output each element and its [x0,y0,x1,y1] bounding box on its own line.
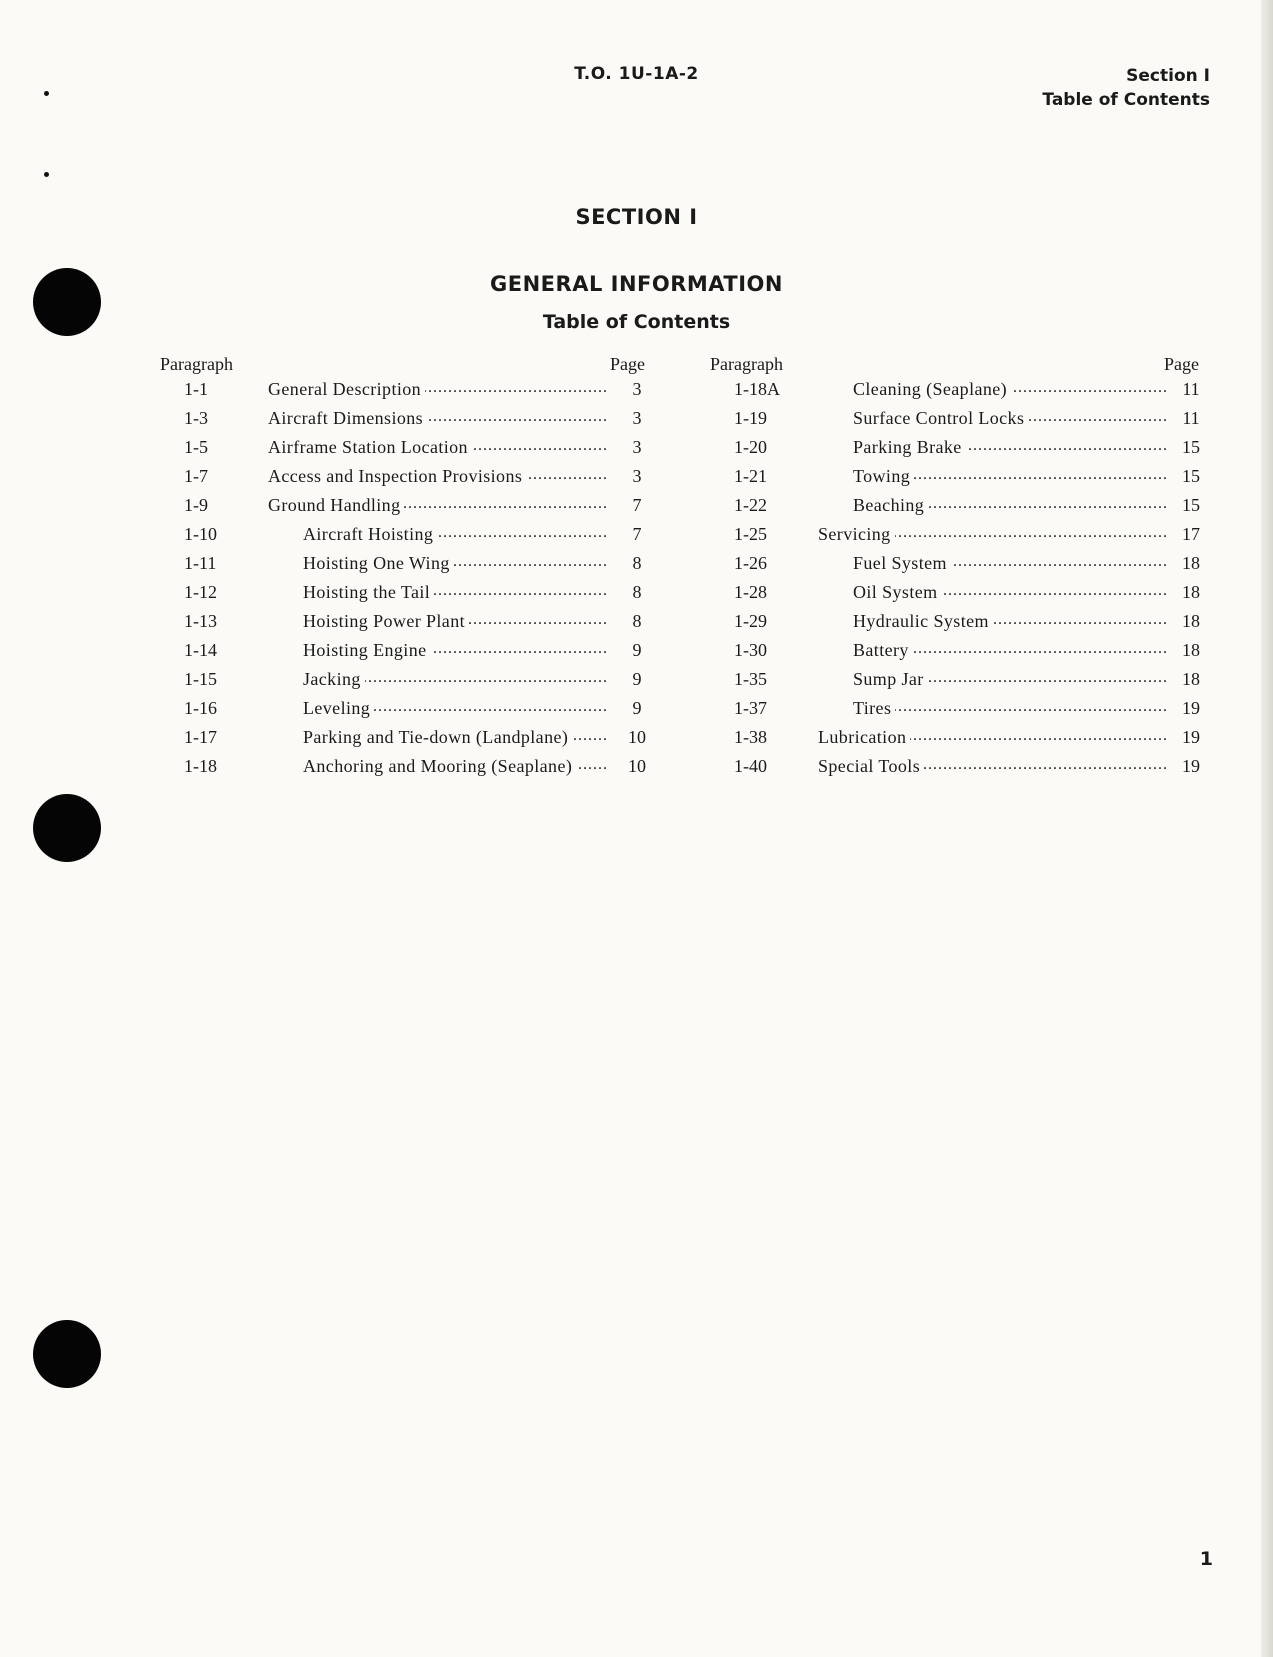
toc-entry-number: 1-29 [734,611,767,631]
toc-entry-number: 1-18A [734,379,780,399]
toc-entry-title [303,640,608,661]
toc-entry [160,698,660,727]
toc-entry-title [853,466,1168,487]
toc-entry-page: 9 [632,698,642,718]
toc-entry-title [268,408,608,429]
toc-entry-title-text: Airframe Station Location [268,437,472,457]
toc-entry [160,437,660,466]
document-number: T.O. 1U-1A-2 [574,64,699,84]
toc-entry-number: 1-16 [184,698,217,718]
toc-entry-title [818,727,1168,748]
toc-entry-page: 15 [1182,466,1200,486]
toc-entry-page: 7 [632,524,642,544]
toc-entry [710,756,1210,785]
toc-entry-number: 1-12 [184,582,217,602]
toc-entry-title-text: Sump Jar [853,669,928,689]
toc-entry-number: 1-17 [184,727,217,747]
toc-entry-page: 18 [1182,553,1200,573]
toc-entry-title [853,698,1168,719]
running-header [1042,64,1210,112]
toc-entry [710,408,1210,437]
page-column-label: Page [1164,354,1199,374]
toc-entry-title [303,727,608,748]
toc-entry-number: 1-40 [734,756,767,776]
paragraph-column-label: Paragraph [710,354,783,374]
toc-entry [160,669,660,698]
toc-entry-page: 3 [632,437,642,457]
toc-entry-title-text: Cleaning (Seaplane) [853,379,1011,399]
toc-entry-title-text: Parking and Tie-down (Landplane) [303,727,572,747]
toc-entry [160,582,660,611]
toc-entry-page: 3 [632,408,642,428]
toc-entry-title [303,611,608,632]
scan-speck [44,172,49,177]
toc-entry [710,669,1210,698]
toc-entry-title [818,524,1168,545]
toc-entry-title-text: Access and Inspection Provisions [268,466,526,486]
toc-entry [160,640,660,669]
paragraph-column-label: Paragraph [160,354,233,374]
toc-entry-page: 10 [628,727,646,747]
toc-column-header [710,354,1210,379]
toc-entry-title-text: Hoisting Engine [303,640,431,660]
toc-entry-number: 1-37 [734,698,767,718]
toc-column-right [710,354,1210,785]
toc-entry [710,582,1210,611]
toc-entry [710,524,1210,553]
toc-entry-title-text: Anchoring and Mooring (Seaplane) [303,756,576,776]
toc-list-right [710,379,1210,785]
toc-entry-title-text: Oil System [853,582,942,602]
section-title: SECTION I [575,205,698,229]
toc-entry [160,611,660,640]
toc-entry-number: 1-20 [734,437,767,457]
toc-entry-number: 1-7 [184,466,208,486]
toc-entry-title-text: Hoisting the Tail [303,582,434,602]
toc-entry [710,495,1210,524]
toc-entry-title [268,379,608,400]
toc-column-header [160,354,660,379]
page-number: 1 [1199,1548,1213,1570]
toc-entry-title-text: Beaching [853,495,928,515]
toc-entry-page: 18 [1182,611,1200,631]
toc-entry-page: 18 [1182,669,1200,689]
toc-entry-number: 1-13 [184,611,217,631]
toc-entry-page: 19 [1182,698,1200,718]
toc-entry-title [818,756,1168,777]
toc-entry-number: 1-22 [734,495,767,515]
toc-entry [710,727,1210,756]
toc-entry-title [853,553,1168,574]
toc-entry [160,756,660,785]
toc-entry-title [853,437,1168,458]
toc-entry [160,379,660,408]
toc-entry [160,553,660,582]
toc-entry-number: 1-25 [734,524,767,544]
toc-entry-title-text: Parking Brake [853,437,966,457]
toc-entry-title [853,582,1168,603]
toc-entry [160,408,660,437]
section-heading: GENERAL INFORMATION [490,272,783,296]
toc-entry-title [268,437,608,458]
toc-list-left [160,379,660,785]
toc-entry-title-text: Aircraft Hoisting [303,524,437,544]
toc-entry-page: 8 [632,582,642,602]
toc-entry-page: 3 [632,379,642,399]
running-header-section: Section I [1126,66,1210,86]
toc-entry-title [853,640,1168,661]
toc-entry-title [853,669,1168,690]
toc-entry-title [303,524,608,545]
toc-entry-title-text: Tires [853,698,895,718]
toc-entry-page: 17 [1182,524,1200,544]
toc-entry-page: 15 [1182,437,1200,457]
toc-entry-title-text: Lubrication [818,727,910,747]
toc-entry-number: 1-28 [734,582,767,602]
toc-entry-page: 3 [632,466,642,486]
toc-entry [710,640,1210,669]
toc-entry-page: 15 [1182,495,1200,515]
toc-entry-number: 1-21 [734,466,767,486]
toc-entry-number: 1-10 [184,524,217,544]
toc-entry-number: 1-19 [734,408,767,428]
toc-entry-number: 1-35 [734,669,767,689]
toc-entry-page: 7 [632,495,642,515]
toc-entry-title-text: Leveling [303,698,374,718]
running-header-subtitle: Table of Contents [1042,90,1210,110]
toc-entry-title-text: Hoisting Power Plant [303,611,469,631]
toc-entry-title [303,582,608,603]
toc-entry-number: 1-38 [734,727,767,747]
toc-entry-title [268,466,608,487]
toc-entry-page: 19 [1182,756,1200,776]
toc-entry-page: 10 [628,756,646,776]
toc-entry [160,466,660,495]
page-edge-shadow [1261,0,1273,1657]
toc-entry [160,524,660,553]
toc-entry-page: 18 [1182,582,1200,602]
toc-entry-page: 9 [632,669,642,689]
binder-hole [33,1320,101,1388]
toc-entry [710,698,1210,727]
toc-entry [160,495,660,524]
toc-entry-number: 1-1 [184,379,208,399]
toc-entry [710,611,1210,640]
toc-entry-title-text: Ground Handling [268,495,404,515]
toc-entry-title-text: Special Tools [818,756,924,776]
toc-entry-number: 1-15 [184,669,217,689]
toc-entry-title [853,611,1168,632]
toc-entry-title [303,698,608,719]
toc-entry-number: 1-30 [734,640,767,660]
page-column-label: Page [610,354,645,374]
toc-entry-page: 9 [632,640,642,660]
toc-entry-number: 1-11 [184,553,217,573]
toc-entry-title [268,495,608,516]
toc-entry-number: 1-9 [184,495,208,515]
toc-entry-title-text: Hoisting One Wing [303,553,454,573]
toc-entry-title-text: Battery [853,640,913,660]
toc-entry-title-text: Towing [853,466,914,486]
toc-entry [710,437,1210,466]
toc-entry-title [853,379,1168,400]
toc-entry-title-text: Surface Control Locks [853,408,1028,428]
toc-entry-title [303,756,608,777]
toc-entry [710,553,1210,582]
toc-entry [160,727,660,756]
toc-entry-number: 1-18 [184,756,217,776]
toc-entry-page: 11 [1182,379,1200,399]
toc-entry-page: 18 [1182,640,1200,660]
toc-entry-page: 19 [1182,727,1200,747]
toc-entry-title [853,408,1168,429]
toc-entry [710,379,1210,408]
toc-title: Table of Contents [542,311,731,333]
toc-entry-number: 1-26 [734,553,767,573]
toc-entry-title-text: Jacking [303,669,365,689]
toc-column-left [160,354,660,785]
toc-entry-title-text: Aircraft Dimensions [268,408,427,428]
toc-entry-number: 1-14 [184,640,217,660]
toc-entry-title-text: General Description [268,379,425,399]
toc-entry-page: 8 [632,553,642,573]
toc-entry-title [303,553,608,574]
toc-entry-number: 1-5 [184,437,208,457]
toc-entry [710,466,1210,495]
toc-entry-number: 1-3 [184,408,208,428]
toc-entry-title-text: Servicing [818,524,895,544]
toc-entry-title [303,669,608,690]
toc-entry-title-text: Hydraulic System [853,611,993,631]
toc-entry-title [853,495,1168,516]
toc-entry-page: 11 [1182,408,1200,428]
toc-entry-title-text: Fuel System [853,553,951,573]
binder-hole [33,794,101,862]
toc-entry-page: 8 [632,611,642,631]
scan-speck [44,91,49,96]
